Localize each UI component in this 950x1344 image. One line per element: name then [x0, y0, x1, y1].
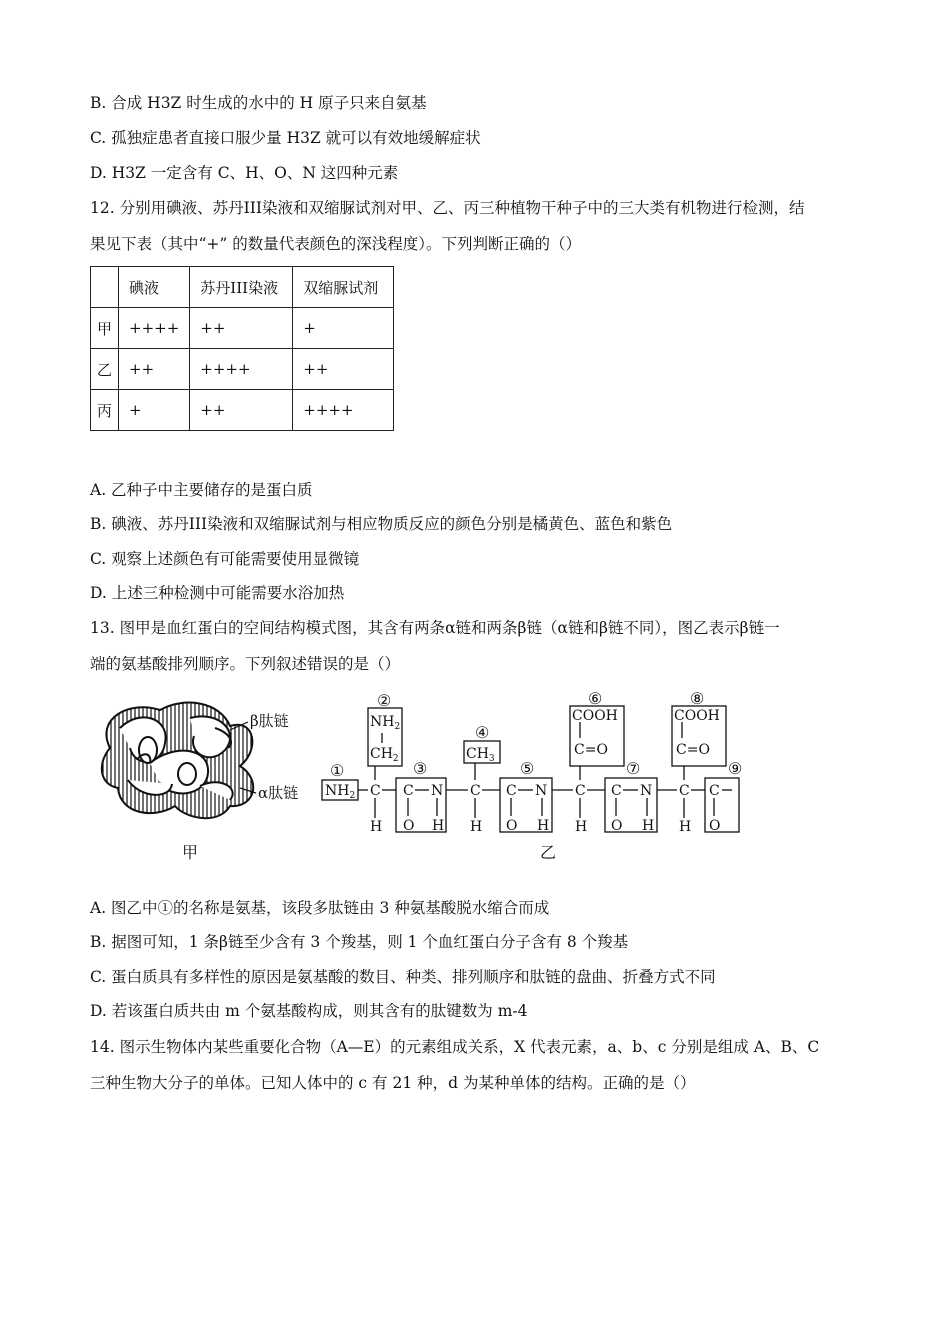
q13-stem-line2: 端的氨基酸排列顺序。下列叙述错误的是（）	[90, 655, 401, 673]
peptide-chain-diagram	[322, 689, 742, 862]
hydrogen: H	[537, 818, 550, 834]
table-cell: ++++	[119, 308, 190, 349]
table-row	[91, 308, 394, 349]
r-group-cooh: COOH	[674, 708, 720, 724]
table-header-cell: 碘液	[119, 267, 190, 308]
table-cell: ++	[293, 349, 394, 390]
q13-option-c: C. 蛋白质具有多样性的原因是氨基酸的数目、种类、排列顺序和肽链的盘曲、折叠方式不同	[90, 968, 716, 986]
table-cell: +	[119, 390, 190, 431]
table-header-cell: 双缩脲试剂	[293, 267, 394, 308]
nitrogen: N	[535, 783, 548, 799]
table-cell: 甲	[91, 308, 119, 349]
table-cell: ++++	[190, 349, 293, 390]
table-row	[91, 390, 394, 431]
r-group-nh2: $NH_2$	[370, 714, 401, 732]
q11-option-d: D. H3Z 一定含有 C、H、O、N 这四种元素	[90, 164, 399, 182]
carbon: C	[709, 783, 720, 799]
r-group-ch3: $CH_3$	[466, 746, 495, 764]
alpha-carbon: C	[575, 783, 586, 799]
alpha-chain-label: α肽链	[258, 784, 299, 802]
q14-stem-line2: 三种生物大分子的单体。已知人体中的 c 有 21 种，d 为某种单体的结构。正确的是（）	[90, 1074, 696, 1092]
oxygen: O	[403, 818, 415, 834]
results-table	[90, 266, 394, 431]
figure-jia-caption: 甲	[182, 843, 199, 862]
q11-option-b: B. 合成 H3Z 时生成的水中的 H 原子只来自氨基	[90, 94, 427, 112]
hydrogen: H	[432, 818, 445, 834]
marker-7: ⑦	[626, 759, 641, 778]
nitrogen: N	[640, 783, 653, 799]
marker-6: ⑥	[588, 689, 603, 708]
q13-option-d: D. 若该蛋白质共由 m 个氨基酸构成，则其含有的肽键数为 m-4	[90, 1002, 528, 1020]
table-cell: ++	[190, 308, 293, 349]
q12-option-d: D. 上述三种检测中可能需要水浴加热	[90, 584, 345, 602]
oxygen: O	[506, 818, 518, 834]
q12-option-c: C. 观察上述颜色有可能需要使用显微镜	[90, 550, 360, 568]
table-header-cell: 苏丹III染液	[190, 267, 293, 308]
beta-chain-label: β肽链	[250, 712, 289, 730]
q12-stem-line1: 12. 分别用碘液、苏丹III染液和双缩脲试剂对甲、乙、丙三种植物干种子中的三大类有机物进行检测，结	[90, 199, 805, 217]
table-cell: ++	[190, 390, 293, 431]
table-row	[91, 349, 394, 390]
q11-option-c: C. 孤独症患者直接口服少量 H3Z 就可以有效地缓解症状	[90, 129, 481, 147]
oxygen: O	[709, 818, 721, 834]
amino-group-text: $NH_2$	[325, 783, 356, 801]
hydrogen: H	[575, 819, 588, 835]
hydrogen: H	[370, 819, 383, 835]
alpha-carbon: C	[679, 783, 690, 799]
r-group-ch2: $CH_2$	[370, 746, 399, 764]
q12-option-a: A. 乙种子中主要储存的是蛋白质	[90, 481, 313, 499]
table-cell: ++	[119, 349, 190, 390]
carbon: C	[611, 783, 622, 799]
q12-option-b: B. 碘液、苏丹III染液和双缩脲试剂与相应物质反应的颜色分别是橘黄色、蓝色和紫色	[90, 515, 673, 533]
hemoglobin-figure	[90, 688, 760, 866]
r-group-co: C=O	[574, 742, 608, 758]
alpha-carbon: C	[470, 783, 481, 799]
marker-9: ⑨	[728, 759, 743, 778]
figure-yi-caption: 乙	[540, 843, 557, 862]
carbon: C	[403, 783, 414, 799]
q12-stem-line2: 果见下表（其中“+” 的数量代表颜色的深浅程度）。下列判断正确的（）	[90, 235, 582, 253]
hydrogen: H	[679, 819, 692, 835]
carbon: C	[506, 783, 517, 799]
marker-2: ②	[377, 691, 392, 710]
hydrogen: H	[470, 819, 483, 835]
table-cell: 乙	[91, 349, 119, 390]
hydrogen: H	[642, 818, 655, 834]
r-group-cooh: COOH	[572, 708, 618, 724]
marker-3: ③	[413, 759, 428, 778]
alpha-carbon: C	[370, 783, 381, 799]
table-cell: 丙	[91, 390, 119, 431]
q14-stem-line1: 14. 图示生物体内某些重要化合物（A—E）的元素组成关系，X 代表元素，a、b、c 分别是组成 A、B、C	[90, 1038, 820, 1056]
table-header-row	[91, 267, 394, 308]
table-cell: ++++	[293, 390, 394, 431]
r-group-co: C=O	[676, 742, 710, 758]
oxygen: O	[611, 818, 623, 834]
marker-8: ⑧	[690, 689, 705, 708]
q13-option-b: B. 据图可知，1 条β链至少含有 3 个羧基，则 1 个血红蛋白分子含有 8 个羧基	[90, 933, 629, 951]
q13-option-a: A. 图乙中①的名称是氨基，该段多肽链由 3 种氨基酸脱水缩合而成	[90, 899, 550, 917]
hemoglobin-structure-drawing	[102, 703, 253, 819]
nitrogen: N	[431, 783, 444, 799]
marker-1: ①	[330, 761, 345, 780]
table-cell: +	[293, 308, 394, 349]
marker-5: ⑤	[520, 759, 535, 778]
table-header-cell	[91, 267, 119, 308]
q13-stem-line1: 13. 图甲是血红蛋白的空间结构模式图，其含有两条α链和两条β链（α链和β链不同），图乙表示β链一	[90, 619, 780, 637]
marker-4: ④	[475, 723, 490, 742]
